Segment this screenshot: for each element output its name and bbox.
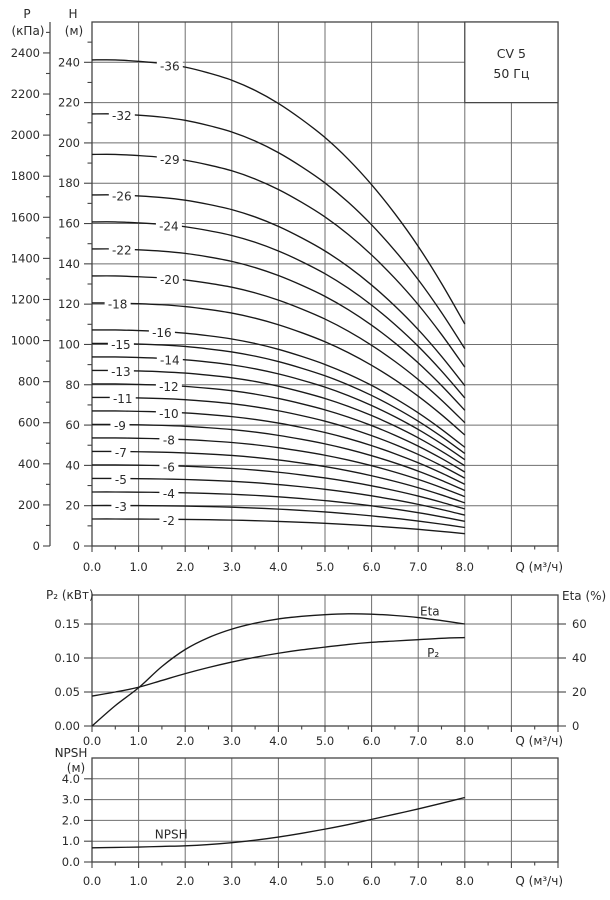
text-label: 0.00 (54, 719, 80, 733)
text-label: (м) (66, 761, 86, 775)
text-label: -15 (111, 338, 131, 353)
text-label: -14 (160, 353, 180, 368)
text-label: -3 (114, 500, 127, 515)
text-label: 1800 (10, 169, 40, 184)
curve-label--18 (105, 298, 131, 312)
text-label: 1200 (10, 292, 40, 307)
text-label: 1600 (10, 210, 40, 225)
text-label: -11 (112, 392, 133, 407)
text-label: 3.0 (222, 560, 241, 574)
text-label: 0 (32, 539, 40, 553)
text-label: 800 (18, 374, 40, 389)
text-label: 1.0 (129, 560, 148, 574)
text-label: 7.0 (409, 560, 428, 574)
text-label: 5.0 (315, 734, 335, 748)
text-label: 100 (58, 337, 80, 352)
text-label: 8.0 (455, 734, 474, 748)
text-label: -4 (162, 487, 175, 502)
text-label: -36 (160, 59, 180, 74)
text-label: 2.0 (176, 560, 195, 574)
curve-label--14 (157, 353, 183, 367)
text-label: 8.0 (455, 874, 474, 888)
text-label: 1.0 (129, 734, 148, 748)
text-label: 4.0 (269, 560, 288, 574)
text-label: 2.0 (61, 813, 80, 828)
curve-label--20 (157, 273, 183, 287)
text-label: 140 (58, 256, 80, 271)
curve-label--16 (149, 326, 175, 340)
series-label-Eta (420, 604, 440, 618)
text-label: NPSH (154, 827, 188, 842)
text-label: 60 (65, 418, 80, 433)
text-label: 3.0 (222, 734, 241, 748)
text-label: Eta (%) (562, 589, 607, 603)
text-label: 0.05 (54, 685, 80, 699)
text-label: Q (м³/ч) (515, 874, 563, 888)
text-label: 4.0 (269, 734, 288, 748)
text-label: -20 (160, 273, 180, 288)
text-label: 8.0 (455, 560, 474, 574)
text-label: CV 5 (496, 46, 527, 61)
text-label: -9 (113, 419, 126, 434)
npsh-chart (55, 746, 563, 888)
curve-label--11 (110, 392, 136, 406)
curve-label--2 (159, 514, 178, 528)
text-label: -7 (114, 446, 127, 461)
curve-label--15 (108, 338, 134, 352)
text-label: 180 (58, 176, 80, 191)
text-label: 2000 (10, 128, 40, 143)
text-label: 2200 (10, 87, 40, 102)
text-label: 6.0 (362, 874, 381, 888)
model-info-box (465, 22, 558, 103)
text-label: 7.0 (409, 734, 428, 748)
text-label: 3.0 (222, 874, 241, 888)
text-label: 200 (58, 135, 80, 150)
curve-label--4 (159, 487, 178, 501)
text-label: (кПа) (11, 24, 45, 38)
text-label: 20 (65, 498, 80, 513)
text-label: 240 (58, 55, 80, 70)
text-label: -6 (162, 460, 175, 475)
text-label: (м) (64, 24, 84, 38)
text-label: 20 (572, 685, 587, 699)
text-label: P₂ (427, 646, 440, 661)
text-label: P (23, 7, 31, 21)
curve-label--32 (109, 109, 135, 123)
curve-label--9 (110, 419, 129, 433)
text-label: 40 (65, 458, 80, 473)
text-label: Q (м³/ч) (515, 734, 563, 748)
text-label: 0.15 (54, 617, 80, 631)
curve-label--36 (157, 59, 183, 73)
text-label: -26 (112, 189, 132, 204)
curve-label--8 (159, 434, 178, 448)
text-label: 200 (18, 497, 40, 512)
text-label: 120 (58, 297, 80, 312)
text-label: 40 (572, 651, 587, 665)
curve-label--7 (111, 446, 130, 460)
text-label: 2400 (10, 45, 40, 60)
text-label: -12 (159, 380, 179, 395)
text-label: -5 (114, 473, 127, 488)
text-label: 5.0 (315, 874, 335, 888)
curve-label--22 (109, 244, 135, 258)
text-label: 6.0 (362, 560, 381, 574)
text-label: 60 (572, 617, 587, 631)
curve-label--5 (111, 473, 130, 487)
text-label: 0 (72, 539, 80, 553)
text-label: 0.0 (82, 874, 102, 888)
text-label: 1.0 (61, 834, 80, 849)
text-label: -2 (162, 513, 175, 528)
text-label: 0.0 (82, 734, 102, 748)
text-label: NPSH (54, 746, 88, 760)
text-label: 0 (572, 719, 580, 733)
curve-label--24 (156, 220, 182, 234)
text-label: 6.0 (362, 734, 381, 748)
text-label: 1400 (10, 251, 40, 266)
text-label: -13 (111, 365, 131, 380)
text-label: -29 (160, 152, 180, 167)
curve-label--6 (159, 460, 178, 474)
main-head-chart (11, 7, 563, 574)
text-label: -8 (162, 433, 175, 448)
text-label: 400 (18, 456, 40, 471)
text-label: -24 (159, 219, 179, 234)
text-label: 80 (65, 377, 80, 392)
text-label: 600 (18, 415, 40, 430)
text-label: 0.10 (54, 651, 80, 665)
text-label: Eta (420, 604, 440, 619)
text-label: 2.0 (176, 874, 195, 888)
text-label: 1000 (10, 333, 40, 348)
curve-label--26 (109, 190, 135, 204)
curve-label--3 (111, 500, 130, 514)
curve-label--13 (108, 365, 134, 379)
text-label: 0.0 (82, 560, 102, 574)
text-label: -32 (112, 108, 132, 123)
text-label: 1.0 (129, 874, 148, 888)
text-label: 0.0 (61, 855, 80, 869)
series-label-P₂ (427, 646, 439, 660)
text-label: 5.0 (315, 560, 335, 574)
text-label: 160 (58, 216, 80, 231)
text-label: 50 Гц (493, 66, 530, 81)
curve-label--12 (156, 380, 182, 394)
curve-label--10 (156, 407, 182, 421)
power-eta-chart (46, 588, 606, 748)
text-label: -22 (112, 243, 132, 258)
curve-label--29 (157, 153, 183, 167)
text-label: -18 (107, 297, 128, 312)
text-label: 220 (58, 95, 80, 110)
text-label: P₂ (кВт) (46, 588, 94, 602)
text-label: Q (м³/ч) (515, 560, 563, 574)
text-label: 3.0 (61, 792, 80, 807)
npsh-curve-label (155, 828, 188, 842)
text-label: -10 (159, 406, 179, 421)
text-label: 7.0 (409, 874, 428, 888)
text-label: -16 (152, 326, 172, 341)
text-label: 4.0 (61, 771, 80, 786)
text-label: 2.0 (176, 734, 195, 748)
text-label: H (68, 7, 78, 21)
text-label: 4.0 (269, 874, 288, 888)
